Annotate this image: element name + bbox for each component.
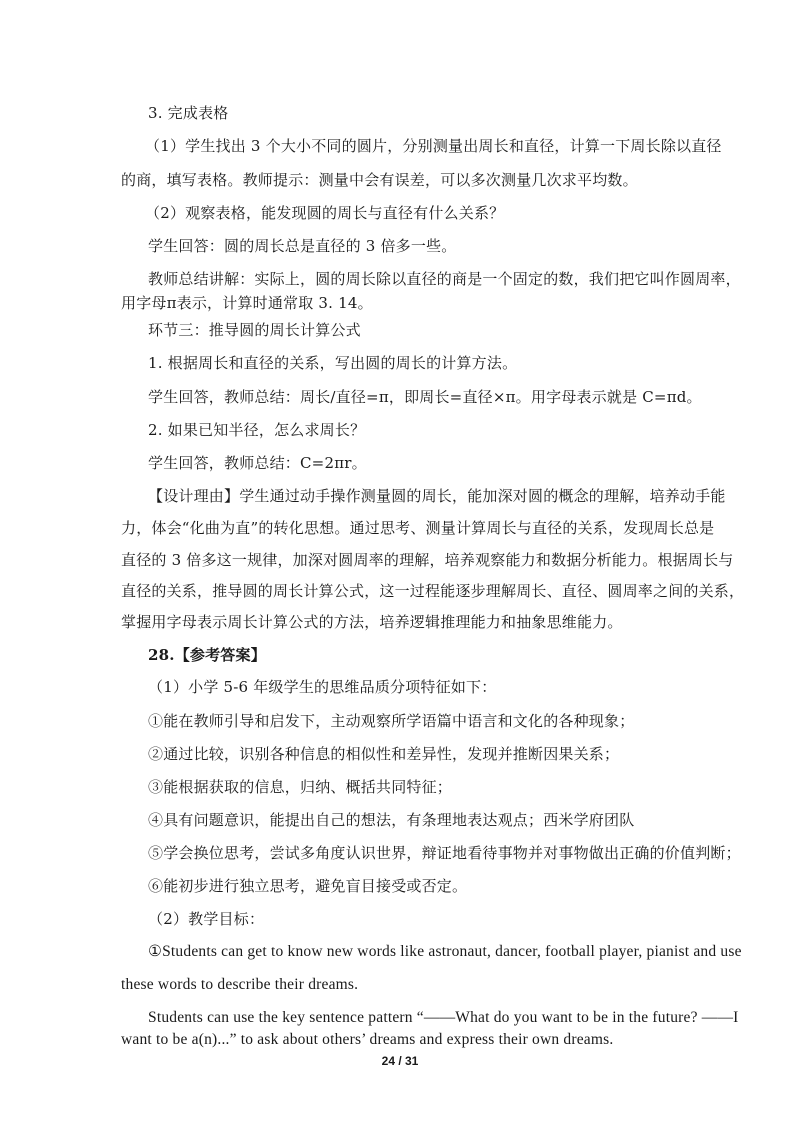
list-item: ⑥能初步进行独立思考，避免盲目接受或否定。 <box>148 877 468 895</box>
page-number: 24 / 31 <box>381 1054 419 1068</box>
paragraph-line: 学生回答，教师总结：周长/直径=π，即周长=直径×π。用字母表示就是 C=πd。 <box>148 388 702 406</box>
list-item: ③能根据获取的信息，归纳、概括共同特征； <box>148 778 453 796</box>
paragraph-line: 用字母π表示，计算时通常取 3. 14。 <box>121 294 373 312</box>
english-line: want to be a(n)...” to ask about others’ dreams and express their own dreams. <box>121 1031 614 1048</box>
section-heading-3: 3. 完成表格 <box>148 104 229 122</box>
paragraph-line: 学生回答：圆的周长总是直径的 3 倍多一些。 <box>148 237 457 255</box>
design-reason-line: 直径的关系，推导圆的周长计算公式，这一过程能逐步理解周长、直径、圆周率之间的关系， <box>121 582 745 600</box>
english-line: Students can use the key sentence pattern “——What do you want to be in the future? ——I <box>148 1009 739 1026</box>
paragraph-line: （1）学生找出 3 个大小不同的圆片，分别测量出周长和直径，计算一下周长除以直径 <box>145 137 722 155</box>
list-item: ⑤学会换位思考，尝试多角度认识世界，辩证地看待事物并对事物做出正确的价值判断； <box>148 844 741 862</box>
section-heading-step3: 环节三：推导圆的周长计算公式 <box>148 321 361 339</box>
english-line: these words to describe their dreams. <box>121 976 359 993</box>
paragraph-line: 的商，填写表格。教师提示：测量中会有误差，可以多次测量几次求平均数。 <box>121 171 638 189</box>
paragraph-line: 学生回答，教师总结：C=2πr。 <box>148 454 367 472</box>
design-reason-line: 【设计理由】学生通过动手操作测量圆的周长，能加深对圆的概念的理解，培养动手能 <box>148 487 726 505</box>
list-item: ②通过比较，识别各种信息的相似性和差异性，发现并推断因果关系； <box>148 745 620 763</box>
paragraph-line: （2）观察表格，能发现圆的周长与直径有什么关系？ <box>145 204 505 222</box>
english-line: ①Students can get to know new words like astronaut, dancer, football player, pianist and use <box>148 943 742 960</box>
design-reason-line: 力，体会“化曲为直”的转化思想。通过思考、测量计算周长与直径的关系，发现周长总是 <box>121 519 715 537</box>
answer-heading-28: 28.【参考答案】 <box>148 646 266 664</box>
paragraph-line: 教师总结讲解：实际上，圆的周长除以直径的商是一个固定的数，我们把它叫作圆周率， <box>148 270 741 288</box>
design-reason-line: 掌握用字母表示周长计算公式的方法，培养逻辑推理能力和抽象思维能力。 <box>121 613 623 631</box>
paragraph-line: 1. 根据周长和直径的关系，写出圆的周长的计算方法。 <box>148 354 518 372</box>
design-reason-line: 直径的 3 倍多这一规律，加深对圆周率的理解，培养观察能力和数据分析能力。根据周长与 <box>121 551 734 569</box>
list-item: ①能在教师引导和启发下，主动观察所学语篇中语言和文化的各种现象； <box>148 712 635 730</box>
paragraph-line: （1）小学 5-6 年级学生的思维品质分项特征如下： <box>148 678 497 696</box>
paragraph-line: （2）教学目标： <box>148 910 265 928</box>
paragraph-line: 2. 如果已知半径，怎么求周长？ <box>148 421 366 439</box>
list-item: ④具有问题意识，能提出自己的想法，有条理地表达观点；西米学府团队 <box>148 811 635 829</box>
